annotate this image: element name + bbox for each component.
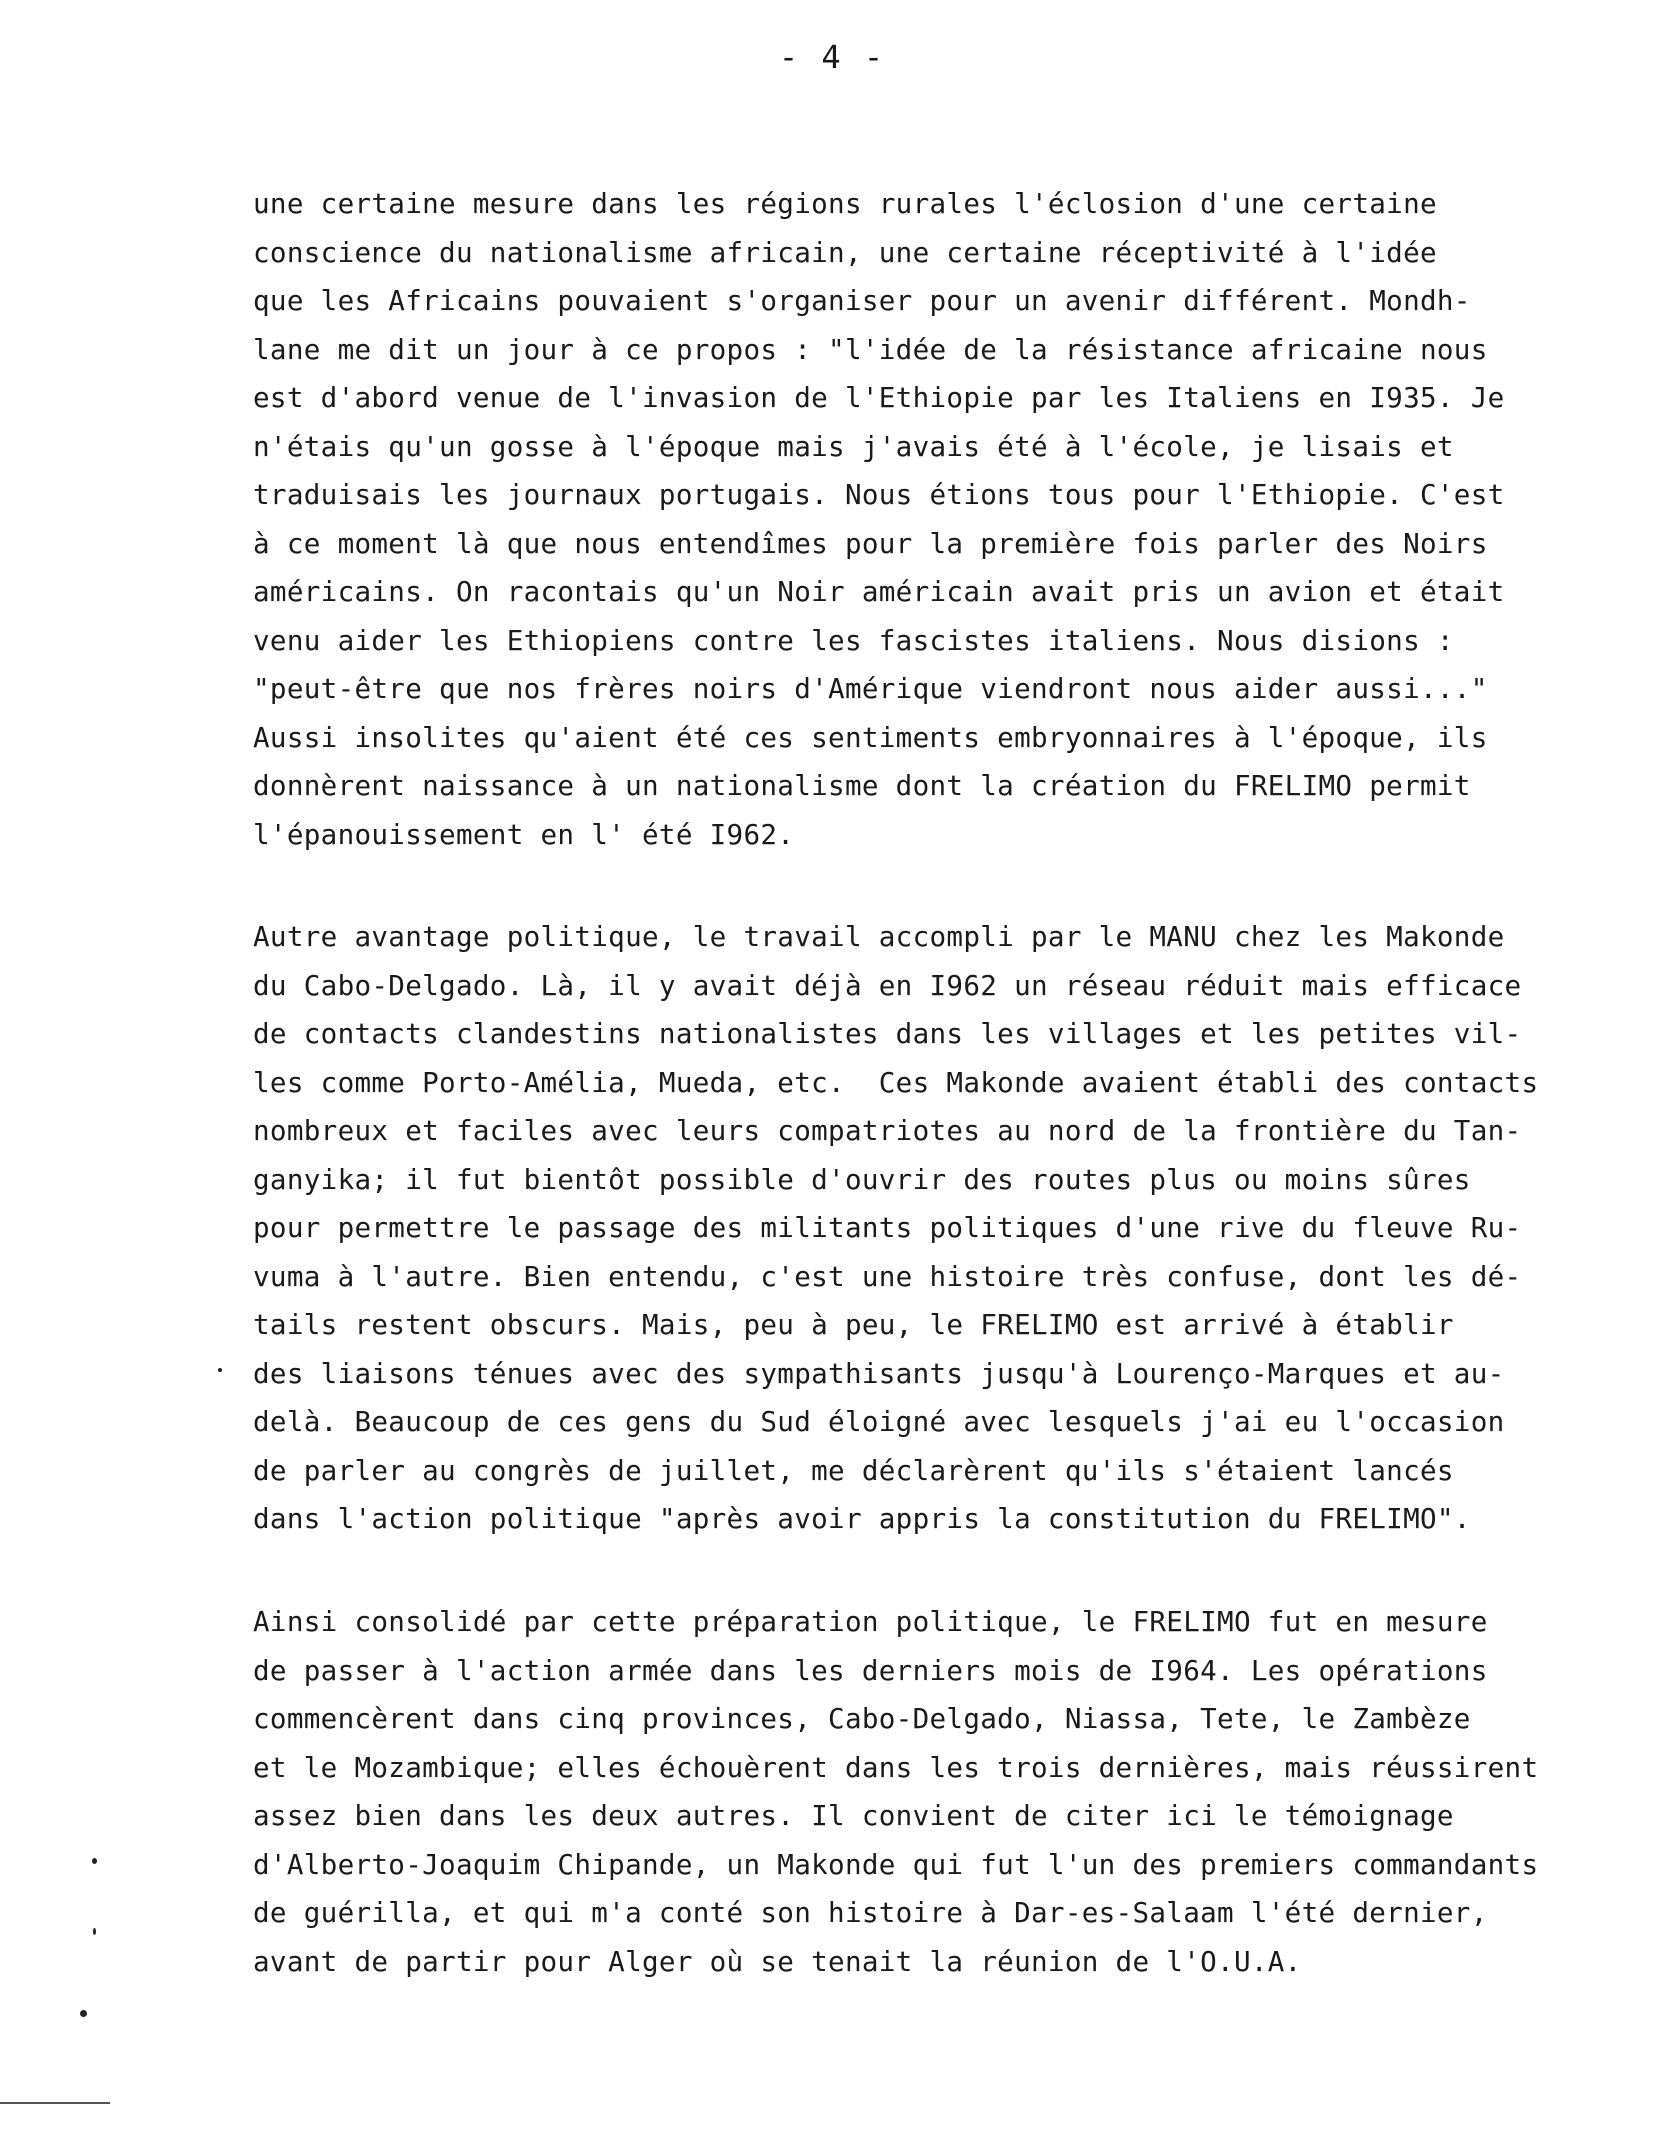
scan-speck bbox=[92, 1858, 97, 1864]
scan-speck bbox=[93, 1928, 96, 1935]
scan-edge-line bbox=[0, 2102, 110, 2104]
text-line: delà. Beaucoup de ces gens du Sud éloigné avec lesquels j'ai eu l'occasion bbox=[253, 1405, 1505, 1438]
text-line: Ainsi consolidé par cette préparation politique, le FRELIMO fut en mesure bbox=[253, 1605, 1488, 1638]
paragraph-3 bbox=[253, 1598, 1613, 1986]
text-line: les comme Porto-Amélia, Mueda, etc. Ces Makonde avaient établi des contacts bbox=[253, 1065, 1539, 1099]
paragraph-1 bbox=[253, 180, 1613, 859]
text-line: que les Africains pouvaient s'organiser pour un avenir différent. Mondh- bbox=[253, 284, 1471, 317]
text-line: à ce moment là que nous entendîmes pour la première fois parler des Noirs bbox=[253, 526, 1488, 560]
text-line: assez bien dans les deux autres. Il convient de citer ici le témoignage bbox=[253, 1799, 1454, 1832]
text-line: conscience du nationalisme africain, une certaine réceptivité à l'idée bbox=[253, 235, 1437, 269]
text-line: traduisais les journaux portugais. Nous étions tous pour l'Ethiopie. C'est bbox=[253, 478, 1505, 511]
text-line: lane me dit un jour à ce propos : "l'idée de la résistance africaine nous bbox=[253, 332, 1488, 366]
text-line: vuma à l'autre. Bien entendu, c'est une histoire très confuse, dont les dé- bbox=[253, 1259, 1522, 1293]
page-number: - 4 - bbox=[778, 38, 886, 76]
text-line: dans l'action politique "après avoir appris la constitution du FRELIMO". bbox=[253, 1502, 1471, 1535]
text-line: Autre avantage politique, le travail accompli par le MANU chez les Makonde bbox=[253, 920, 1505, 953]
text-line: tails restent obscurs. Mais, peu à peu, le FRELIMO est arrivé à établir bbox=[253, 1308, 1454, 1341]
text-line: avant de partir pour Alger où se tenait la réunion de l'O.U.A. bbox=[253, 1944, 1302, 1978]
text-line: de guérilla, et qui m'a conté son histoire à Dar-es-Salaam l'été dernier, bbox=[253, 1896, 1488, 1929]
scan-speck bbox=[218, 1368, 222, 1372]
text-line: du Cabo-Delgado. Là, il y avait déjà en I962 un réseau réduit mais efficace bbox=[253, 968, 1522, 1002]
text-line: nombreux et faciles avec leurs compatriotes au nord de la frontière du Tan- bbox=[253, 1114, 1522, 1147]
text-line: est d'abord venue de l'invasion de l'Ethiopie par les Italiens en I935. Je bbox=[253, 381, 1505, 414]
text-line: de parler au congrès de juillet, me déclarèrent qu'ils s'étaient lancés bbox=[253, 1453, 1454, 1487]
text-line: de passer à l'action armée dans les derniers mois de I964. Les opérations bbox=[253, 1653, 1488, 1687]
text-line: pour permettre le passage des militants politiques d'une rive du fleuve Ru- bbox=[253, 1211, 1522, 1244]
text-line: d'Alberto-Joaquim Chipande, un Makonde qui fut l'un des premiers commandants bbox=[253, 1847, 1539, 1881]
text-line: n'étais qu'un gosse à l'époque mais j'avais été à l'école, je lisais et bbox=[253, 429, 1454, 463]
text-line: Aussi insolites qu'aient été ces sentiments embryonnaires à l'époque, ils bbox=[253, 720, 1488, 754]
paragraph-2 bbox=[253, 913, 1613, 1544]
text-line: donnèrent naissance à un nationalisme dont la création du FRELIMO permit bbox=[253, 769, 1471, 802]
text-line: des liaisons ténues avec des sympathisants jusqu'à Lourenço-Marques et au- bbox=[253, 1356, 1505, 1390]
text-line: ganyika; il fut bientôt possible d'ouvrir des routes plus ou moins sûres bbox=[253, 1162, 1471, 1196]
text-line: et le Mozambique; elles échouèrent dans les trois dernières, mais réussirent bbox=[253, 1750, 1539, 1784]
text-line: l'épanouissement en l' été I962. bbox=[253, 817, 795, 851]
text-line: "peut-être que nos frères noirs d'Amérique viendront nous aider aussi..." bbox=[253, 672, 1488, 705]
text-line: une certaine mesure dans les régions rurales l'éclosion d'une certaine bbox=[253, 187, 1437, 220]
text-line: venu aider les Ethiopiens contre les fascistes italiens. Nous disions : bbox=[253, 623, 1454, 657]
text-line: commencèrent dans cinq provinces, Cabo-Delgado, Niassa, Tete, le Zambèze bbox=[253, 1702, 1471, 1735]
scan-speck bbox=[80, 2010, 87, 2017]
text-line: américains. On racontais qu'un Noir américain avait pris un avion et était bbox=[253, 575, 1505, 608]
text-line: de contacts clandestins nationalistes dans les villages et les petites vil- bbox=[253, 1017, 1522, 1050]
